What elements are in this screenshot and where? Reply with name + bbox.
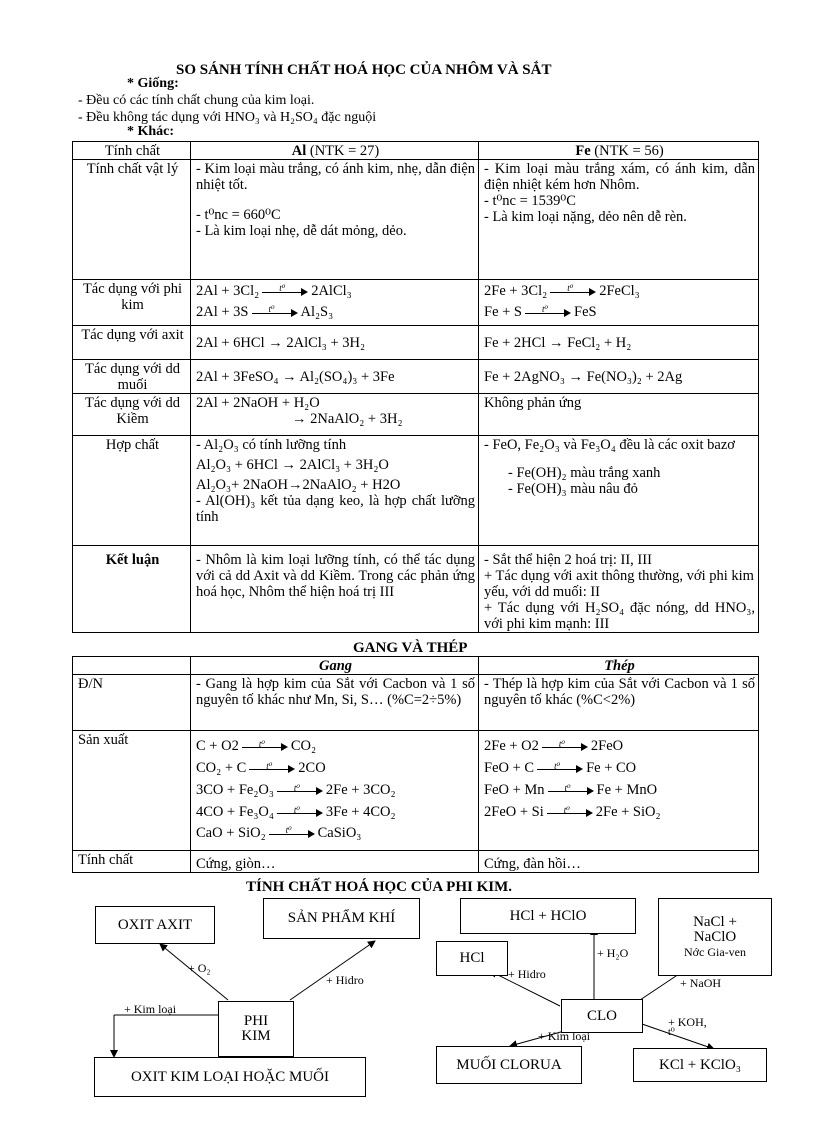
diff-heading: * Khác: xyxy=(127,124,175,139)
row-label: Sản xuất xyxy=(73,731,191,851)
col-header-al: Al (NTK = 27) xyxy=(191,142,479,160)
label-clo-kim-loai: + Kim loại xyxy=(538,1029,591,1043)
nacl-box xyxy=(658,898,772,976)
label-t0: t⁰ xyxy=(668,1027,675,1038)
al-compound: - Al₂O₃ có tính lưỡng tính Al₂O₃ + 6HCl → 2AlCl₃ + 3H₂O Al₂O₃+ 2NaOH→2NaAlO₂ + H2O - Al(OH)₃ kết tủa dạng keo, là hợp chất lưỡng tính xyxy=(191,436,479,546)
gang-thep-title: GANG VÀ THÉP xyxy=(353,640,468,656)
label-o2: + O₂ xyxy=(188,961,211,975)
kcl-box: KCl + KClO₃ xyxy=(633,1048,767,1082)
label-clo-hidro: + Hidro xyxy=(508,967,546,981)
col-header-thep: Thép xyxy=(479,657,759,675)
oxit-axit-box: OXIT AXIT xyxy=(95,906,215,944)
phi-kim-word: KIM xyxy=(241,1028,271,1044)
al-base: 2Al + 2NaOH + H₂O → 2NaAlO₂ + 3H₂ xyxy=(191,394,479,436)
al-conclusion: - Nhôm là kim loại lưỡng tính, có thể tác dụng với cả dd Axit và dd Kiềm. Trong các phản ứng hoá học, Nhôm thể hiện hoá trị III xyxy=(191,546,479,633)
col-header-fe: Fe (NTK = 56) xyxy=(479,142,759,160)
row-label: Tính chất xyxy=(73,851,191,873)
same-item-1: - Đều có các tính chất chung của kim loại. xyxy=(78,93,315,108)
row-label: Hợp chất xyxy=(73,436,191,546)
hcl-box: HCl xyxy=(436,941,508,976)
gang-definition: - Gang là hợp kim của Sắt với Cacbon và 1 số nguyên tố khác như Mn, Si, S… (%C=2÷5%) xyxy=(191,675,479,731)
nacl-line2: NaClO xyxy=(693,928,737,945)
fe-conclusion: - Sắt thể hiện 2 hoá trị: II, III + Tác dụng với axit thông thường, với phi kim yếu, với dd muối: II + Tác dụng với H₂SO₄ đặc nóng, dd HNO₃, với phi kim mạnh: III xyxy=(479,546,759,633)
thep-production: 2Fe + O2 t⁰ 2FeO FeO + C t⁰ Fe + CO FeO + Mn t⁰ Fe + MnO 2FeO + Si t⁰ 2Fe + SiO₂ xyxy=(479,731,759,851)
al-physical: - Kim loại màu trắng, có ánh kim, nhẹ, dẫn điện nhiệt tốt. - t⁰nc = 660⁰C - Là kim loại nhẹ, dễ dát mỏng, dẻo. xyxy=(191,160,479,280)
thep-property: Cứng, đàn hồi… xyxy=(479,851,759,873)
al-acid: 2Al + 6HCl → 2AlCl₃ + 3H₂ xyxy=(191,326,479,360)
row-label: Đ/N xyxy=(73,675,191,731)
arrow-to-san-pham-khi xyxy=(290,941,375,1000)
phi-kim-word: PHI xyxy=(243,1013,269,1029)
row-label: Tác dụng với axit xyxy=(73,326,191,360)
fe-nonmetal: 2Fe + 3Cl₂ t⁰ 2FeCl₃ Fe + S t⁰ FeS xyxy=(479,280,759,326)
row-label: Tác dụng với dd muối xyxy=(73,360,191,394)
nacl-line3: Nớc Gia-ven xyxy=(684,944,746,959)
phi-kim-box xyxy=(218,1001,294,1057)
label-naoh: + NaOH xyxy=(680,976,722,990)
fe-salt: Fe + 2AgNO₃ → Fe(NO₃)₂ + 2Ag xyxy=(479,360,759,394)
row-label: Tác dụng với phi kim xyxy=(73,280,191,326)
same-heading: * Giống: xyxy=(127,76,179,91)
row-label: Tác dụng với dd Kiềm xyxy=(73,394,191,436)
gang-property: Cứng, giòn… xyxy=(191,851,479,873)
col-header-gang: Gang xyxy=(191,657,479,675)
fe-base: Không phản ứng xyxy=(479,394,759,436)
row-label: Kết luận xyxy=(73,546,191,633)
label-h2o: + H₂O xyxy=(597,946,629,960)
label-koh: + KOH, xyxy=(668,1015,707,1029)
label-kim-loai: + Kim loại xyxy=(124,1002,177,1016)
gang-production: C + O2 t⁰ CO₂ CO₂ + C t⁰ 2CO 3CO + Fe₂O₃ t⁰ 2Fe + 3CO₂ 4CO + Fe₃O₄ t⁰ 3Fe + 4CO₂ CaO + SiO₂ t⁰ CaSiO₃ xyxy=(191,731,479,851)
same-item-2: - Đều không tác dụng với HNO₃ và H₂SO₄ đặc nguội xyxy=(78,110,377,125)
row-label: Tính chất vật lý xyxy=(73,160,191,280)
oxit-kim-loai-box: OXIT KIM LOẠI HOẶC MUỐI xyxy=(94,1057,366,1097)
al-nonmetal: 2Al + 3Cl₂ t⁰ 2AlCl₃ 2Al + 3S t⁰ Al₂S₃ xyxy=(191,280,479,326)
label-hidro: + Hidro xyxy=(326,973,364,987)
thep-definition: - Thép là hợp kim của Sắt với Cacbon và 1 số nguyên tố khác (%C<2%) xyxy=(479,675,759,731)
col-header-property: Tính chất xyxy=(73,142,191,160)
muoi-clorua-box: MUỐI CLORUA xyxy=(436,1046,582,1084)
nacl-line1: NaCl + xyxy=(693,913,737,930)
al-salt: 2Al + 3FeSO₄ → Al₂(SO₄)₃ + 3Fe xyxy=(191,360,479,394)
san-pham-khi-box: SẢN PHẨM KHÍ xyxy=(263,898,420,939)
diagram-title: TÍNH CHẤT HOÁ HỌC CỦA PHI KIM. xyxy=(246,879,512,895)
fe-physical: - Kim loại màu trắng xám, có ánh kim, dẫn điện nhiệt kém hơn Nhôm. - t⁰nc = 1539⁰C - Là kim loại nặng, dẻo nên dễ rèn. xyxy=(479,160,759,280)
fe-acid: Fe + 2HCl → FeCl₂ + H₂ xyxy=(479,326,759,360)
main-title: SO SÁNH TÍNH CHẤT HOÁ HỌC CỦA NHÔM VÀ SẮT xyxy=(176,62,552,78)
fe-compound: - FeO, Fe₂O₃ và Fe₃O₄ đều là các oxit bazơ - Fe(OH)₂ màu trắng xanh - Fe(OH)₃ màu nâu đỏ xyxy=(479,436,759,546)
clo-box: CLO xyxy=(561,999,643,1033)
hcl-hclo-box: HCl + HClO xyxy=(460,898,636,934)
